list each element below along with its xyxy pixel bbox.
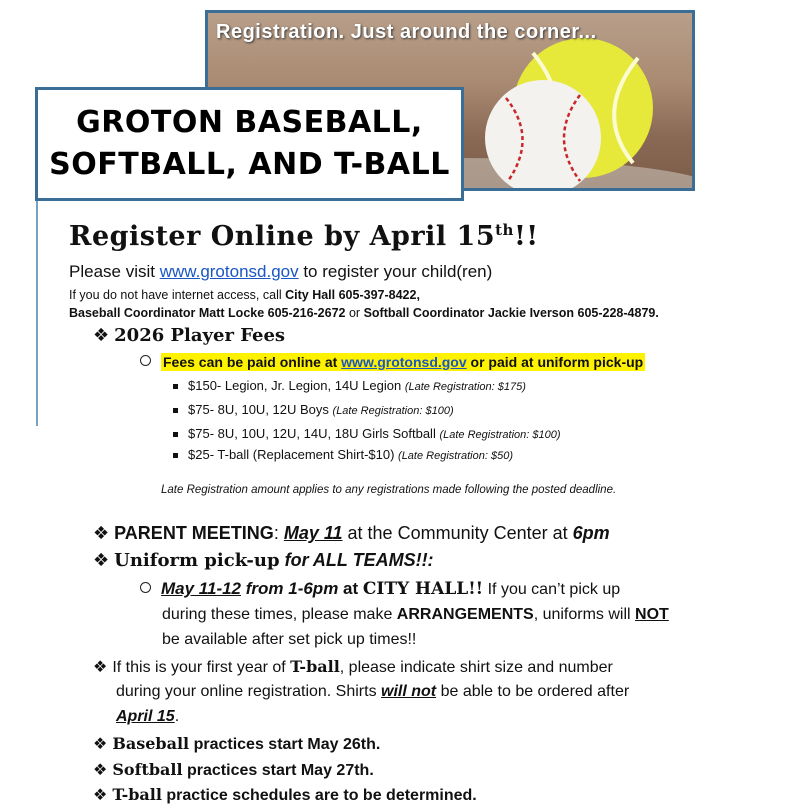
circle-bullet-icon xyxy=(140,355,151,366)
practice-item: ❖ Softball practices start May 27th. xyxy=(93,760,374,779)
tball-note-line-3: April 15. xyxy=(116,708,180,725)
contact-line-2: Baseball Coordinator Matt Locke 605-216-2672 or Softball Coordinator Jackie Iverson 605-228-4879. xyxy=(69,306,659,320)
title-line-1: GROTON BASEBALL, xyxy=(76,105,423,140)
fee-item: $75- 8U, 10U, 12U, 14U, 18U Girls Softball (Late Registration: $100) xyxy=(188,426,561,441)
fees-website-link[interactable]: www.grotonsd.gov xyxy=(341,354,467,370)
tball-note-line-1: ❖ If this is your first year of T-ball, please indicate shirt size and number xyxy=(93,657,613,676)
visit-line: Please visit www.grotonsd.gov to register your child(ren) xyxy=(69,262,493,281)
diamond-bullet-icon: ❖ xyxy=(93,523,110,544)
diamond-bullet-icon: ❖ xyxy=(93,760,108,779)
tball-note-line-2: during your online registration. Shirts will not be able to be ordered after xyxy=(116,683,630,700)
uniform-line-2: during these times, please make ARRANGEMENTS, uniforms will NOT xyxy=(162,606,669,623)
uniform-line-3: be available after set pick up times!! xyxy=(162,631,417,648)
parent-meeting-line: ❖ PARENT MEETING: May 11 at the Community Center at 6pm xyxy=(93,523,610,544)
uniform-date-line: May 11-12 from 1-6pm at CITY HALL!! If you can’t pick up xyxy=(140,579,620,599)
left-accent-line xyxy=(36,201,38,426)
diamond-bullet-icon: ❖ xyxy=(93,325,110,346)
fee-item: $150- Legion, Jr. Legion, 14U Legion (Late Registration: $175) xyxy=(188,378,526,393)
late-registration-note: Late Registration amount applies to any registrations made following the posted deadline. xyxy=(161,484,617,496)
website-link[interactable]: www.grotonsd.gov xyxy=(159,262,299,281)
circle-bullet-icon xyxy=(140,582,151,593)
contact-line-1: If you do not have internet access, call City Hall 605-397-8422, xyxy=(69,288,420,302)
practice-item: ❖ Baseball practices start May 26th. xyxy=(93,734,381,753)
fee-item: $75- 8U, 10U, 12U Boys (Late Registration: $100) xyxy=(188,402,454,417)
diamond-bullet-icon: ❖ xyxy=(93,785,108,804)
fees-online-line: Fees can be paid online at www.grotonsd.gov or paid at uniform pick-up xyxy=(140,354,645,372)
title-box xyxy=(35,87,464,201)
diamond-bullet-icon: ❖ xyxy=(93,734,108,753)
banner-text: Registration. Just around the corner... xyxy=(216,21,597,43)
fees-heading: ❖ 2026 Player Fees xyxy=(93,325,286,346)
uniform-heading: ❖ Uniform pick-up for ALL TEAMS!!: xyxy=(93,550,434,571)
title-line-2: SOFTBALL, AND T-BALL xyxy=(49,147,450,182)
diamond-bullet-icon: ❖ xyxy=(93,550,110,571)
register-heading: Register Online by April 15th!! xyxy=(69,221,539,252)
fee-item: $25- T-ball (Replacement Shirt-$10) (Late Registration: $50) xyxy=(188,447,513,462)
practice-item: ❖ T-ball practice schedules are to be determined. xyxy=(93,785,477,804)
diamond-bullet-icon: ❖ xyxy=(93,657,108,676)
